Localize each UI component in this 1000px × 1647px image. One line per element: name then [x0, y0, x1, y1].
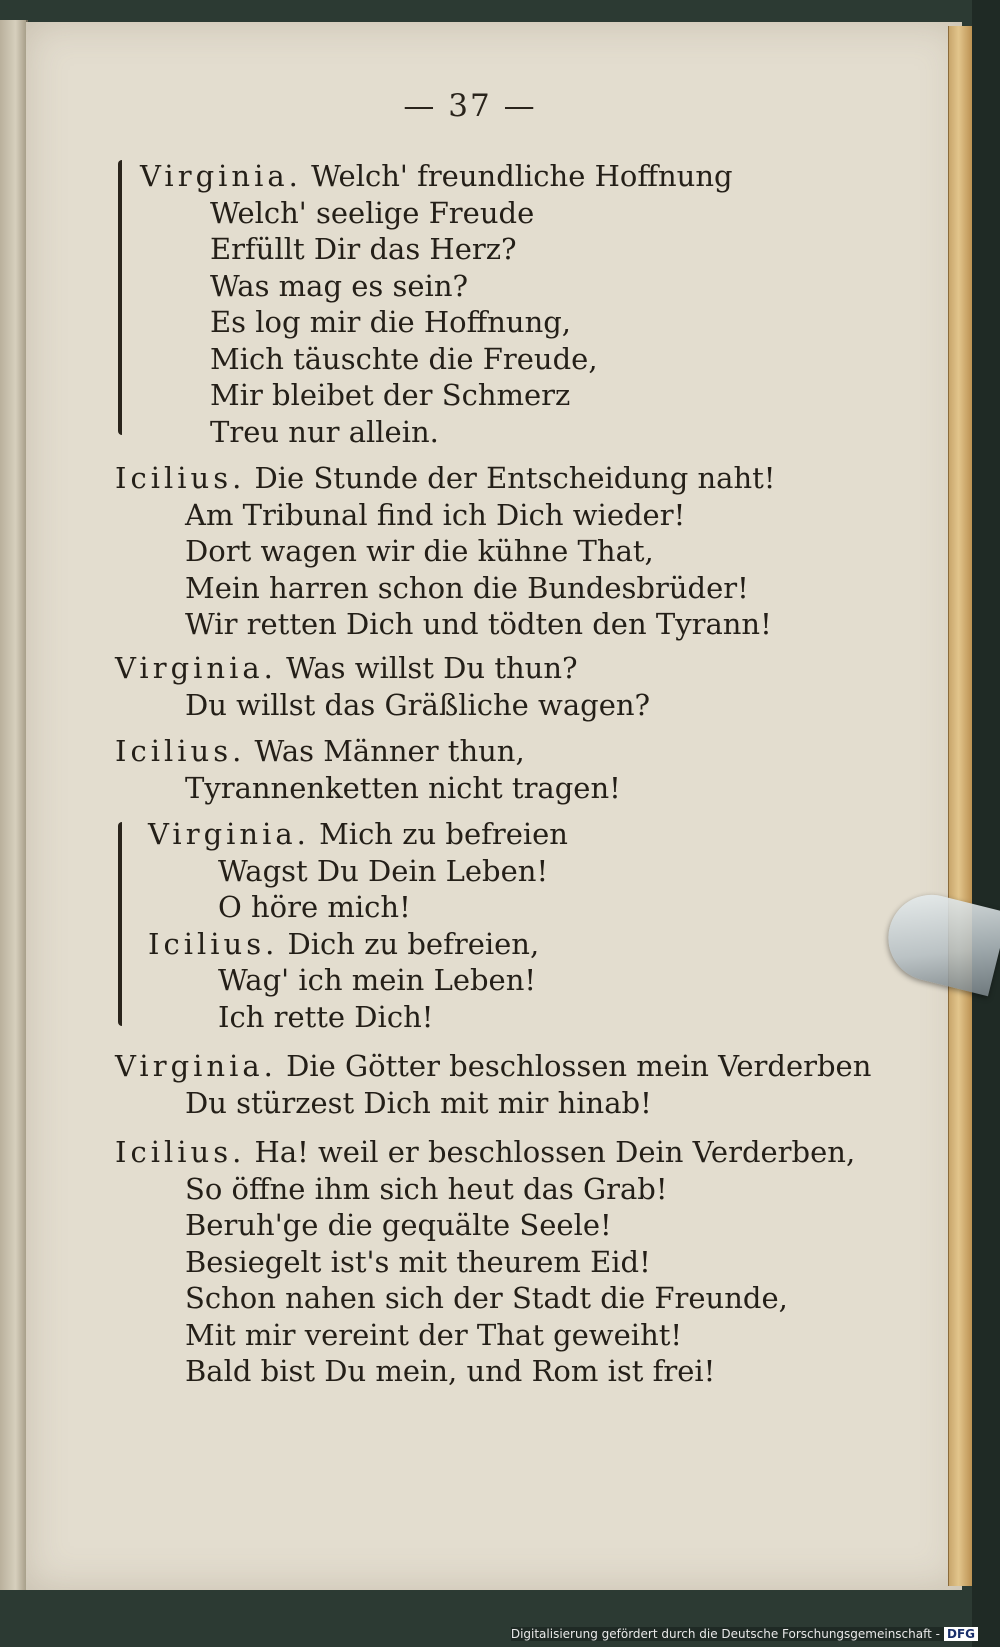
verse-line: Besiegelt ist's mit theurem Eid! — [185, 1244, 651, 1279]
verse-text: Was willst Du thun? — [286, 651, 578, 685]
verse-line: Wir retten Dich und tödten den Tyrann! — [185, 607, 772, 641]
verse-block — [140, 158, 733, 450]
brace — [118, 160, 122, 435]
verse-block — [115, 650, 650, 723]
verse-block — [148, 816, 568, 1035]
verse-line: Tyrannenketten nicht tragen! — [185, 770, 621, 805]
verse-text: Die Stunde der Entscheidung naht! — [254, 461, 776, 495]
verse-line: Erfüllt Dir das Herz? — [210, 232, 517, 266]
verse-line — [115, 733, 621, 770]
speaker-name: Icilius. — [115, 1135, 246, 1169]
verse-line: Wagst Du Dein Leben! — [218, 853, 549, 888]
verse-line: Es log mir die Hoffnung, — [210, 305, 572, 339]
digitization-credit — [511, 1627, 978, 1641]
verse-line: Treu nur allein. — [210, 414, 439, 449]
credit-text: Digitalisierung gefördert durch die Deutsche Forschungsgemeinschaft - — [510, 1627, 940, 1641]
verse-line — [115, 460, 775, 497]
verse-line: O höre mich! — [218, 890, 411, 924]
page-edge — [948, 26, 973, 1586]
verse-line: Mit mir vereint der That geweiht! — [185, 1317, 683, 1352]
verse-line: Bald bist Du mein, und Rom ist frei! — [185, 1354, 716, 1388]
verse-line: Dort wagen wir die kühne That, — [185, 534, 654, 568]
verse-text: Was Männer thun, — [254, 734, 525, 768]
verse-text: Welch' freundliche Hoffnung — [311, 159, 733, 193]
verse-text: Mich zu befreien — [319, 817, 568, 851]
verse-line — [140, 158, 733, 195]
verse-line: Schon nahen sich der Stadt die Freunde, — [185, 1281, 788, 1315]
speaker-name: Virginia. — [115, 1049, 277, 1083]
verse-text: Ha! weil er beschlossen Dein Verderben, — [254, 1135, 856, 1169]
verse-line: So öffne ihm sich heut das Grab! — [185, 1171, 668, 1206]
verse-line: Beruh'ge die gequälte Seele! — [185, 1208, 612, 1242]
speaker-name: Virginia. — [140, 159, 302, 193]
speaker-name: Icilius. — [148, 926, 279, 961]
brace — [118, 822, 122, 1026]
verse-block — [115, 733, 621, 806]
verse-line — [148, 926, 568, 963]
verse-line: Wag' ich mein Leben! — [218, 963, 537, 997]
verse-line: Mein harren schon die Bundesbrüder! — [185, 570, 749, 605]
background-strip — [972, 0, 1000, 1647]
verse-line: Mich täuschte die Freude, — [210, 341, 598, 376]
verse-line: Du willst das Gräßliche wagen? — [185, 687, 651, 722]
verse-line: Ich rette Dich! — [218, 999, 434, 1034]
verse-line — [115, 1134, 855, 1171]
previous-page-edge — [0, 20, 28, 1590]
speaker-name: Virginia. — [148, 817, 310, 851]
verse-block — [115, 460, 775, 643]
verse-text: Die Götter beschlossen mein Verderben — [286, 1049, 872, 1083]
verse-line: Am Tribunal find ich Dich wieder! — [185, 497, 686, 532]
verse-line — [115, 1048, 871, 1085]
verse-line — [148, 816, 568, 853]
dfg-logo: DFG — [944, 1627, 978, 1641]
verse-text: Dich zu befreien, — [287, 926, 540, 961]
speaker-name: Icilius. — [115, 461, 246, 495]
speaker-name: Icilius. — [115, 734, 246, 768]
verse-block — [115, 1134, 855, 1390]
verse-block — [115, 1048, 871, 1121]
verse-line — [115, 650, 650, 687]
verse-line: Du stürzest Dich mit mir hinab! — [185, 1085, 652, 1120]
verse-line: Was mag es sein? — [210, 268, 469, 303]
speaker-name: Virginia. — [115, 651, 277, 685]
verse-line: Welch' seelige Freude — [210, 195, 535, 230]
page-number: — 37 — — [403, 88, 537, 124]
verse-line: Mir bleibet der Schmerz — [210, 378, 571, 412]
